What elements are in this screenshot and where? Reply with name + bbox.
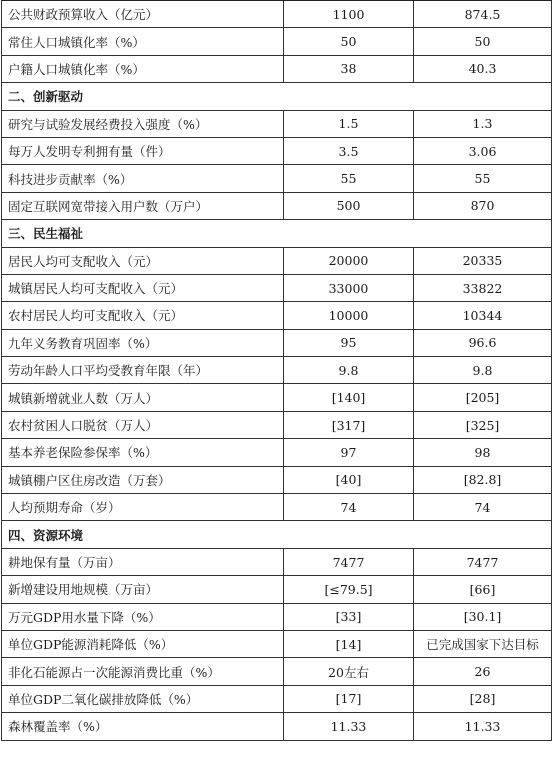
target-value-cell: 20000 <box>284 248 414 274</box>
indicator-name-cell: 九年义务教育巩固率（%） <box>2 330 284 356</box>
target-value-cell: [40] <box>284 467 414 493</box>
table-row <box>1 658 552 685</box>
actual-value-cell: 已完成国家下达目标 <box>426 637 539 653</box>
indicator-name-cell: 基本养老保险参保率（%） <box>2 439 284 465</box>
table-row <box>1 111 552 138</box>
table-row <box>1 138 552 165</box>
indicator-name-cell: 常住人口城镇化率（%） <box>2 28 284 54</box>
section-header-row <box>1 83 552 110</box>
actual-value-cell: 10344 <box>462 307 503 323</box>
actual-value-cell: [205] <box>465 390 500 406</box>
indicator-name-cell: 万元GDP用水量下降（%） <box>2 604 284 630</box>
target-value-cell: 10000 <box>284 302 414 328</box>
target-value-cell: 7477 <box>284 549 414 575</box>
table-row <box>1 439 552 466</box>
table-row <box>1 494 552 521</box>
indicator-name-cell: 耕地保有量（万亩） <box>2 549 284 575</box>
table-row <box>1 549 552 576</box>
table-row <box>1 576 552 603</box>
table-row <box>1 56 552 83</box>
table-row <box>1 28 552 55</box>
actual-value-cell: 870 <box>470 198 495 214</box>
actual-value-cell: 40.3 <box>468 61 497 77</box>
actual-value-cell: 11.33 <box>464 718 501 734</box>
actual-value-cell: [66] <box>469 581 496 597</box>
actual-value-cell: [82.8] <box>463 472 502 488</box>
section-title: 三、民生福祉 <box>8 226 84 242</box>
target-value-cell: [≤79.5] <box>284 576 414 602</box>
actual-value-cell: 874.5 <box>464 6 501 22</box>
indicator-name-cell: 森林覆盖率（%） <box>2 713 284 739</box>
actual-value-cell: 26 <box>474 664 491 680</box>
table-row <box>1 275 552 302</box>
table-row <box>1 604 552 631</box>
indicator-name-cell: 单位GDP二氧化碳排放降低（%） <box>2 686 284 712</box>
actual-value-cell: 96.6 <box>468 335 497 351</box>
target-value-cell: 74 <box>284 494 414 520</box>
indicator-name-cell: 劳动年龄人口平均受教育年限（年） <box>2 357 284 383</box>
indicator-name-cell: 人均预期寿命（岁） <box>2 494 284 520</box>
indicator-table <box>1 0 552 741</box>
target-value-cell: 1100 <box>284 1 414 27</box>
actual-value-cell: [30.1] <box>463 609 502 625</box>
table-row <box>1 412 552 439</box>
actual-value-cell: [28] <box>469 691 496 707</box>
target-value-cell: 3.5 <box>284 138 414 164</box>
indicator-name-cell: 固定互联网宽带接入用户数（万户） <box>2 193 284 219</box>
section-title: 二、创新驱动 <box>8 89 84 105</box>
target-value-cell: 11.33 <box>284 713 414 739</box>
target-value-cell: 9.8 <box>284 357 414 383</box>
indicator-name-cell: 公共财政预算收入（亿元） <box>2 1 284 27</box>
target-value-cell: [317] <box>284 412 414 438</box>
target-value-cell: 50 <box>284 28 414 54</box>
table-row <box>1 330 552 357</box>
table-row <box>1 713 552 740</box>
actual-value-cell: 3.06 <box>468 143 497 159</box>
table-row <box>1 384 552 411</box>
indicator-name-cell: 非化石能源占一次能源消费比重（%） <box>2 658 284 684</box>
indicator-name-cell: 户籍人口城镇化率（%） <box>2 56 284 82</box>
indicator-name-cell: 单位GDP能源消耗降低（%） <box>2 631 284 657</box>
actual-value-cell: 20335 <box>462 253 503 269</box>
target-value-cell: [17] <box>284 686 414 712</box>
actual-value-cell: 33822 <box>462 280 503 296</box>
indicator-name-cell: 研究与试验发展经费投入强度（%） <box>2 111 284 137</box>
section-title: 四、资源环境 <box>8 527 84 543</box>
indicator-name-cell: 城镇居民人均可支配收入（元） <box>2 275 284 301</box>
table-row <box>1 686 552 713</box>
actual-value-cell: 1.3 <box>472 116 493 132</box>
target-value-cell: [14] <box>284 631 414 657</box>
target-value-cell: 20左右 <box>284 658 414 684</box>
indicator-name-cell: 每万人发明专利拥有量（件） <box>2 138 284 164</box>
actual-value-cell: 98 <box>474 444 491 460</box>
target-value-cell: 38 <box>284 56 414 82</box>
actual-value-cell: [325] <box>465 417 500 433</box>
indicator-name-cell: 新增建设用地规模（万亩） <box>2 576 284 602</box>
target-value-cell: 97 <box>284 439 414 465</box>
table-row <box>1 302 552 329</box>
target-value-cell: 33000 <box>284 275 414 301</box>
target-value-cell: 55 <box>284 165 414 191</box>
table-row <box>1 165 552 192</box>
indicator-name-cell: 城镇新增就业人数（万人） <box>2 384 284 410</box>
indicator-name-cell: 城镇棚户区住房改造（万套） <box>2 467 284 493</box>
actual-value-cell: 50 <box>474 34 491 50</box>
target-value-cell: 1.5 <box>284 111 414 137</box>
section-header-row <box>1 521 552 548</box>
indicator-name-cell: 农村居民人均可支配收入（元） <box>2 302 284 328</box>
target-value-cell: [33] <box>284 604 414 630</box>
table-row <box>1 1 552 28</box>
actual-value-cell: 9.8 <box>472 362 493 378</box>
indicator-name-cell: 居民人均可支配收入（元） <box>2 248 284 274</box>
target-value-cell: [140] <box>284 384 414 410</box>
table-row <box>1 631 552 658</box>
table-row <box>1 467 552 494</box>
target-value-cell: 95 <box>284 330 414 356</box>
indicator-name-cell: 科技进步贡献率（%） <box>2 165 284 191</box>
table-row <box>1 357 552 384</box>
target-value-cell: 500 <box>284 193 414 219</box>
section-header-row <box>1 220 552 247</box>
indicator-name-cell: 农村贫困人口脱贫（万人） <box>2 412 284 438</box>
actual-value-cell: 74 <box>474 499 491 515</box>
actual-value-cell: 7477 <box>466 554 499 570</box>
table-row <box>1 193 552 220</box>
table-row <box>1 248 552 275</box>
actual-value-cell: 55 <box>474 171 491 187</box>
